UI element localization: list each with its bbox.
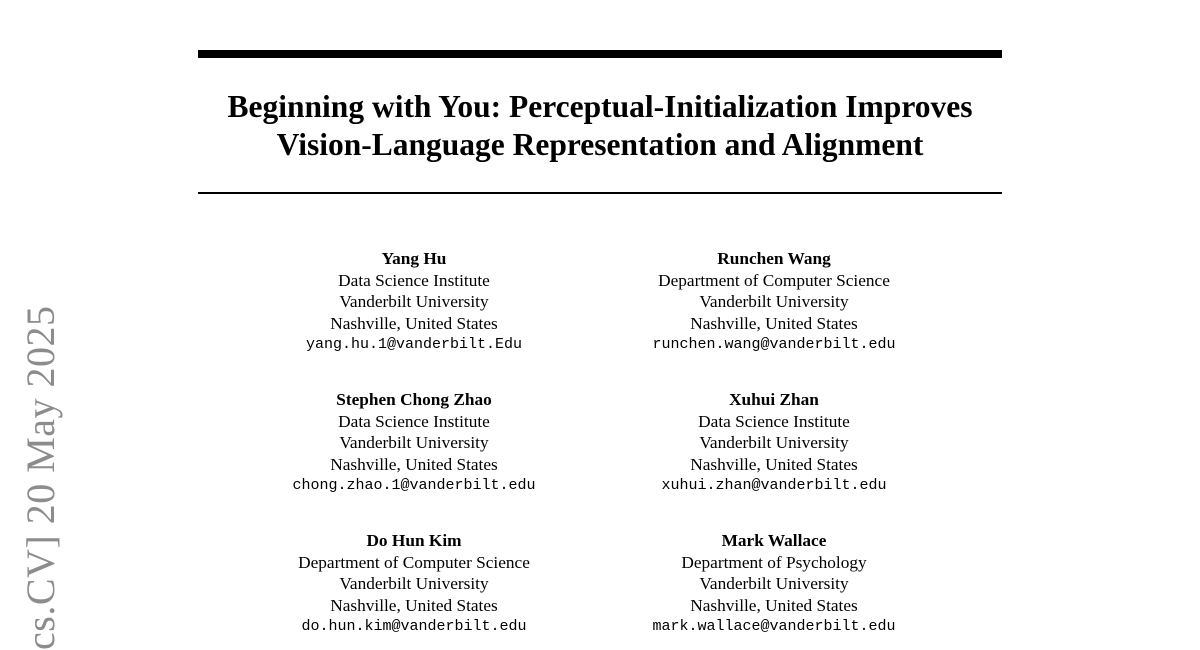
author-email[interactable]: yang.hu.1@vanderbilt.Edu [305, 336, 523, 353]
author-department: Department of Computer Science [658, 270, 890, 290]
author-block-mark-wallace [604, 530, 944, 638]
author-university: Vanderbilt University [339, 292, 489, 311]
author-university: Vanderbilt University [339, 433, 489, 452]
author-name: Runchen Wang [717, 249, 831, 268]
author-location: Nashville, United States [330, 454, 498, 474]
author-email[interactable]: do.hun.kim@vanderbilt.edu [301, 618, 527, 635]
author-name: Mark Wallace [721, 531, 827, 550]
author-university: Vanderbilt University [699, 574, 849, 593]
author-location: Nashville, United States [330, 595, 498, 615]
author-list [0, 248, 1200, 648]
author-block-stephen-chong-zhao [244, 389, 584, 497]
title-top-rule [198, 50, 1002, 58]
author-name: Stephen Chong Zhao [336, 390, 492, 409]
author-name: Xuhui Zhan [729, 390, 819, 409]
paper-title [198, 88, 1002, 164]
paper-title-line-2: Vision-Language Representation and Alignment [276, 127, 924, 162]
author-location: Nashville, United States [690, 595, 858, 615]
author-university: Vanderbilt University [339, 574, 489, 593]
title-bottom-rule [198, 192, 1002, 194]
author-department: Department of Psychology [681, 552, 867, 572]
author-block-yang-hu [244, 248, 584, 356]
arxiv-identifier-stamp: cs.CV] 20 May 2025 [18, 305, 63, 650]
author-department: Data Science Institute [338, 270, 490, 290]
author-name: Yang Hu [381, 249, 447, 268]
author-university: Vanderbilt University [699, 292, 849, 311]
author-university: Vanderbilt University [699, 433, 849, 452]
author-email[interactable]: xuhui.zhan@vanderbilt.edu [661, 477, 887, 494]
author-department: Data Science Institute [338, 411, 490, 431]
author-email[interactable]: mark.wallace@vanderbilt.edu [652, 618, 896, 635]
author-location: Nashville, United States [690, 454, 858, 474]
author-block-do-hun-kim [244, 530, 584, 638]
author-email[interactable]: chong.zhao.1@vanderbilt.edu [292, 477, 536, 494]
author-block-xuhui-zhan [604, 389, 944, 497]
author-email[interactable]: runchen.wang@vanderbilt.edu [652, 336, 896, 353]
paper-title-line-1: Beginning with You: Perceptual-Initialization Improves [227, 89, 973, 124]
author-department: Department of Computer Science [298, 552, 530, 572]
author-department: Data Science Institute [698, 411, 850, 431]
author-location: Nashville, United States [690, 313, 858, 333]
author-location: Nashville, United States [330, 313, 498, 333]
author-block-runchen-wang [604, 248, 944, 356]
author-name: Do Hun Kim [366, 531, 462, 550]
